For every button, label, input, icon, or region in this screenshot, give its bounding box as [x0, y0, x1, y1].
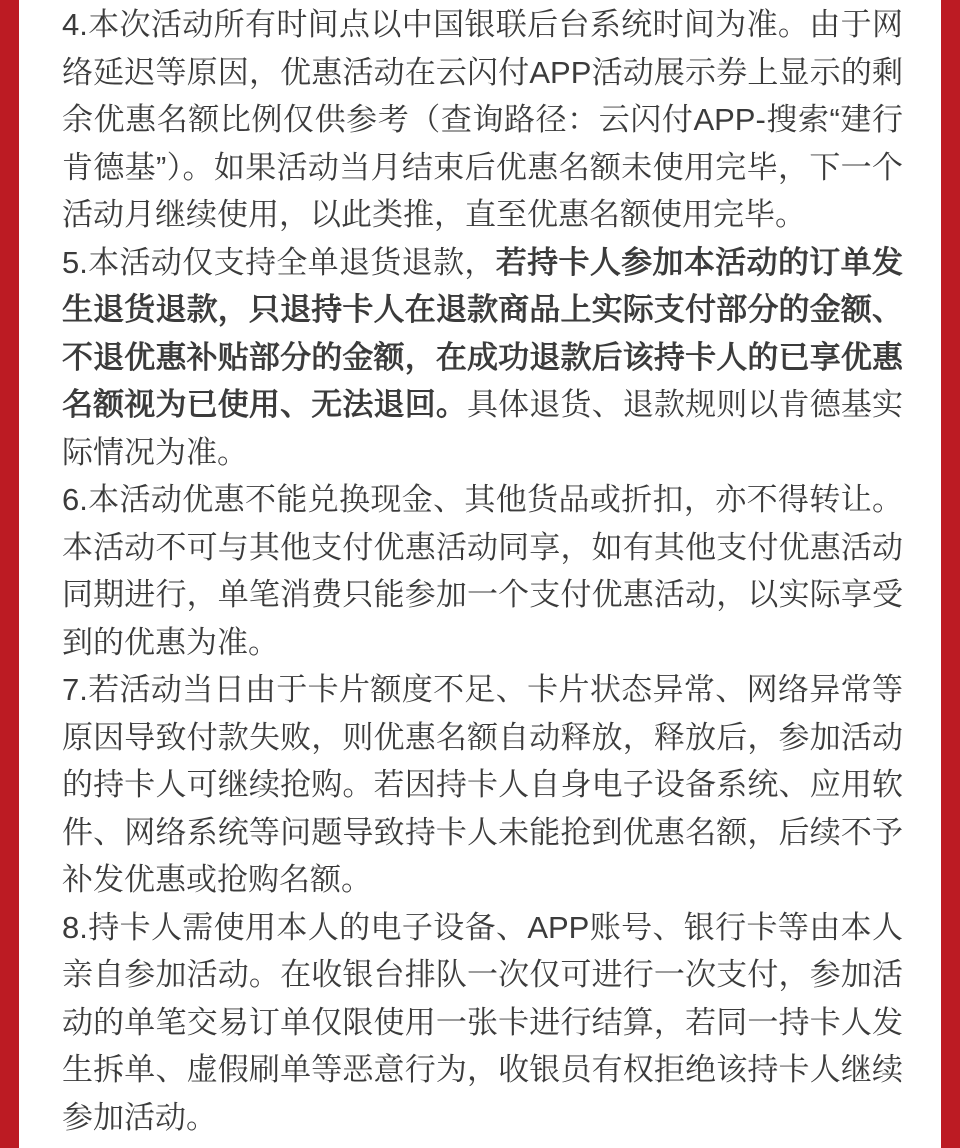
- rule-item-8: 8.持卡人需使用本人的电子设备、APP账号、银行卡等由本人亲自参加活动。在收银台排队一次仅可进行一次支付，参加活动的单笔交易订单仅限使用一张卡进行结算，若同一持卡人发生拆单、虚假刷单等恶意行为，收银员有权拒绝该持卡人继续参加活动。: [62, 909, 903, 1135]
- rule-5-lead-text: 5.本活动仅支持全单退货退款，: [62, 244, 496, 280]
- right-red-border: [941, 0, 960, 1148]
- rule-5-bold-refund-clause: 若持卡人参加本活动的订单发生退货退款，只退持卡人在退款商品上实际支付部分的金额、不退优惠补贴部分的金额，在成功退款后该持卡人的已享优惠名额视为已使用、无法退回。: [62, 244, 903, 422]
- rule-item-6: 6.本活动优惠不能兑换现金、其他货品或折扣，亦不得转让。本活动不可与其他支付优惠活动同享，如有其他支付优惠活动同期进行，单笔消费只能参加一个支付优惠活动，以实际享受到的优惠为准。: [62, 482, 903, 660]
- rule-item-4: 4.本次活动所有时间点以中国银联后台系统时间为准。由于网络延迟等原因，优惠活动在云闪付APP活动展示券上显示的剩余优惠名额比例仅供参考（查询路径：云闪付APP-搜索“建行肯德基”）。如果活动当月结束后优惠名额未使用完毕，下一个活动月继续使用，以此类推，直至优惠名额使用完毕。: [62, 7, 903, 232]
- rule-item-7: 7.若活动当日由于卡片额度不足、卡片状态异常、网络异常等原因导致付款失败，则优惠名额自动释放，释放后，参加活动的持卡人可继续抢购。若因持卡人自身电子设备系统、应用软件、网络系统等问题导致持卡人未能抢到优惠名额，后续不予补发优惠或抢购名额。: [62, 672, 903, 897]
- rule-5-tail-text: 具体退货、退款规则以肯德基实际情况为准。: [62, 387, 903, 470]
- left-red-border: [0, 0, 19, 1148]
- rules-text-block: [62, 1, 903, 1141]
- rule-item-5: [62, 239, 903, 477]
